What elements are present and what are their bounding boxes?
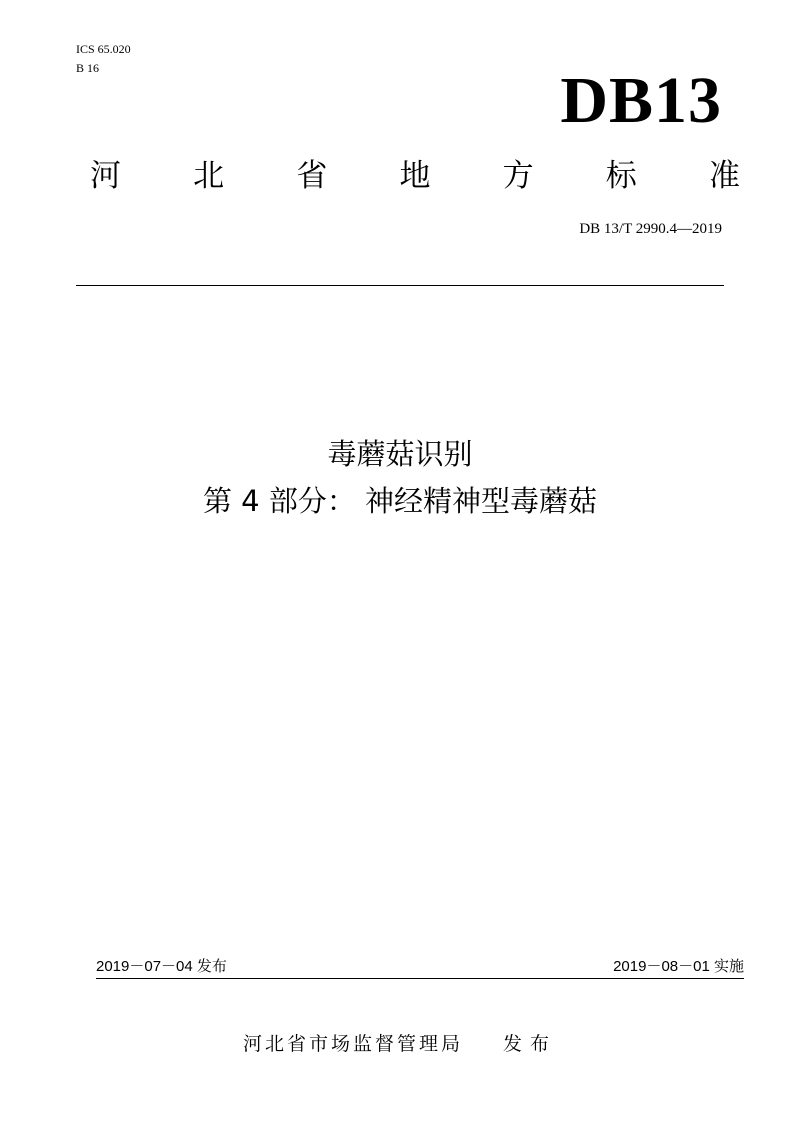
publish-date: 2019－07－04 发布 <box>96 958 227 975</box>
document-title-line2: 第 4 部分： 神经精神型毒蘑菇 <box>202 484 598 518</box>
bottom-divider <box>96 978 744 979</box>
standard-type-char: 河 <box>90 158 121 194</box>
ics-code: ICS 65.020 <box>76 42 131 56</box>
standard-type-char: 省 <box>296 158 328 194</box>
standard-type-char: 标 <box>605 158 637 194</box>
standard-type-title <box>90 154 740 198</box>
standard-type-char: 地 <box>399 158 431 194</box>
standard-type-char: 北 <box>193 158 225 194</box>
ccs-code: B 16 <box>76 61 100 75</box>
issuer-line <box>0 1030 800 1058</box>
implement-date: 2019－08－01 实施 <box>613 958 744 975</box>
standard-number: DB 13/T 2990.4—2019 <box>579 221 722 237</box>
db-code: DB13 <box>560 64 722 137</box>
top-divider <box>76 285 724 286</box>
standard-type-char: 准 <box>708 158 740 194</box>
standard-type-char: 方 <box>502 158 534 194</box>
issuer-organization: 河北省市场监督管理局 <box>242 1033 463 1055</box>
issuer-action: 发布 <box>503 1033 558 1055</box>
classification-codes <box>76 40 131 78</box>
document-title-line1: 毒蘑菇识别 <box>327 437 473 471</box>
